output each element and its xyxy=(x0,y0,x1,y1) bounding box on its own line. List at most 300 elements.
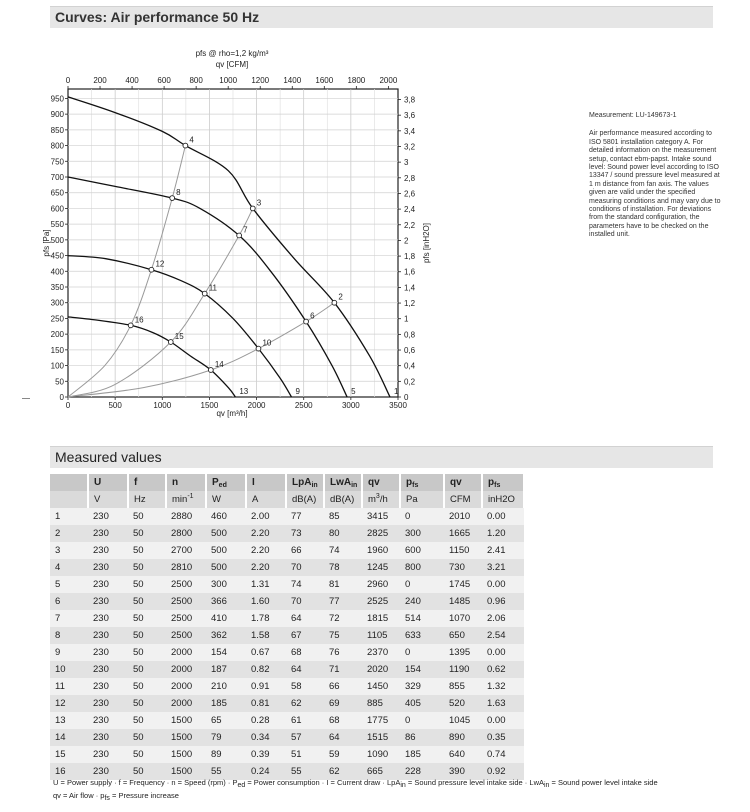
table-cell: 1.63 xyxy=(482,695,524,712)
table-cell: 55 xyxy=(286,763,324,780)
operating-point-label: 7 xyxy=(243,225,248,235)
table-cell: 2000 xyxy=(166,661,206,678)
table-cell: 0.91 xyxy=(246,678,286,695)
table-cell: 230 xyxy=(88,746,128,763)
unit-f: Hz xyxy=(128,491,166,508)
table-cell: 230 xyxy=(88,678,128,695)
y-tick-label: 600 xyxy=(50,204,64,214)
y2-tick-label: 1,8 xyxy=(404,252,416,262)
table-cell: 0.00 xyxy=(482,712,524,729)
table-cell: 0.82 xyxy=(246,661,286,678)
y-tick-label: 450 xyxy=(50,251,64,261)
header-n: n xyxy=(166,474,206,491)
table-cell: 1070 xyxy=(444,610,482,627)
table-cell: 0.92 xyxy=(482,763,524,780)
unit-p: W xyxy=(206,491,246,508)
table-cell: 16 xyxy=(50,763,88,780)
table-row xyxy=(50,508,524,525)
table-cell: 4 xyxy=(50,559,88,576)
table-cell: 50 xyxy=(128,746,166,763)
unit-cell-index xyxy=(50,491,88,508)
y2-tick-label: 2,6 xyxy=(404,189,416,199)
operating-point xyxy=(128,323,133,328)
table-cell: 1775 xyxy=(362,712,400,729)
table-cell: 240 xyxy=(400,593,444,610)
table-row xyxy=(50,542,524,559)
table-cell: 230 xyxy=(88,559,128,576)
table-cell: 230 xyxy=(88,763,128,780)
table-cell: 66 xyxy=(286,542,324,559)
table-cell: 69 xyxy=(324,695,362,712)
y2-tick-label: 3,4 xyxy=(404,126,416,136)
table-cell: 230 xyxy=(88,542,128,559)
y2-tick-label: 2,2 xyxy=(404,220,416,230)
table-cell: 50 xyxy=(128,559,166,576)
table-cell: 50 xyxy=(128,644,166,661)
table-cell: 0.35 xyxy=(482,729,524,746)
table-cell: 0.24 xyxy=(246,763,286,780)
header-pfs: $p_{fs}$ xyxy=(400,474,444,491)
table-cell: 0.28 xyxy=(246,712,286,729)
table-cell: 1.60 xyxy=(246,593,286,610)
y2-tick-label: 0 xyxy=(404,393,409,402)
y-tick-label: 650 xyxy=(50,188,64,198)
table-cell: 500 xyxy=(206,542,246,559)
table-cell: 154 xyxy=(400,661,444,678)
table-cell: 77 xyxy=(286,508,324,525)
table-cell: 230 xyxy=(88,525,128,542)
unit-pfs-inh2o: inH2O xyxy=(482,491,524,508)
unit-qv: $m^3/h$ xyxy=(362,491,400,508)
table-cell: 230 xyxy=(88,712,128,729)
table-cell: 3.21 xyxy=(482,559,524,576)
table-cell: 50 xyxy=(128,695,166,712)
y-tick-label: 0 xyxy=(59,393,64,402)
y-axis-title: pfs [Pa] xyxy=(42,229,51,257)
table-cell: 2500 xyxy=(166,576,206,593)
operating-point-label: 6 xyxy=(310,311,315,321)
table-cell: 2825 xyxy=(362,525,400,542)
header-i: I xyxy=(246,474,286,491)
measurement-notes xyxy=(589,112,724,240)
table-cell: 2000 xyxy=(166,644,206,661)
y-tick-label: 900 xyxy=(50,110,64,120)
table-cell: 800 xyxy=(400,559,444,576)
table-cell: 2.54 xyxy=(482,627,524,644)
table-cell: 2010 xyxy=(444,508,482,525)
table-cell: 228 xyxy=(400,763,444,780)
table-cell: 362 xyxy=(206,627,246,644)
x2-tick-label: 1600 xyxy=(315,76,334,85)
table-cell: 2525 xyxy=(362,593,400,610)
table-row xyxy=(50,712,524,729)
table-cell: 0 xyxy=(400,508,444,525)
table-cell: 68 xyxy=(286,644,324,661)
measurement-number: Measurement: LU-149673-1 xyxy=(589,112,677,119)
y2-tick-label: 2 xyxy=(404,236,409,246)
table-cell: 3415 xyxy=(362,508,400,525)
table-cell: 2960 xyxy=(362,576,400,593)
table-cell: 50 xyxy=(128,729,166,746)
table-cell: 1500 xyxy=(166,729,206,746)
legend-line-1: U = Power supply · f = Frequency · n = Speed $(rpm) \cdot P_{ed}$ = Power consumption · I = Current draw · LpA$_{in}$ = Sound pressure level intake side · LwA$_{in}$ = Sound power level intake side xyxy=(53,778,658,789)
y2-tick-label: 1 xyxy=(404,314,409,324)
table-cell: 0.96 xyxy=(482,593,524,610)
table-cell: 3 xyxy=(50,542,88,559)
unit-u: V xyxy=(88,491,128,508)
table-cell: 12 xyxy=(50,695,88,712)
header-u: U xyxy=(88,474,128,491)
table-cell: 1190 xyxy=(444,661,482,678)
x-tick-label: 500 xyxy=(108,401,122,410)
table-cell: 300 xyxy=(206,576,246,593)
table-cell: 57 xyxy=(286,729,324,746)
y-tick-label: 300 xyxy=(50,298,64,308)
table-row xyxy=(50,644,524,661)
y2-tick-label: 3,8 xyxy=(404,95,416,105)
table-cell: 64 xyxy=(324,729,362,746)
table-cell: 230 xyxy=(88,729,128,746)
table-cell: 66 xyxy=(324,678,362,695)
table-cell: 59 xyxy=(324,746,362,763)
table-cell: 1500 xyxy=(166,746,206,763)
chart-title: pfs @ rho=1,2 kg/m³ xyxy=(195,49,269,58)
x2-tick-label: 1000 xyxy=(219,76,238,85)
table-cell: 1 xyxy=(50,508,88,525)
table-header-row xyxy=(50,474,524,491)
x-tick-label: 2000 xyxy=(247,401,266,410)
table-cell: 185 xyxy=(206,695,246,712)
operating-point-label: 3 xyxy=(256,198,262,208)
operating-point-label: 15 xyxy=(174,332,184,341)
table-row xyxy=(50,661,524,678)
operating-point xyxy=(183,143,188,148)
table-cell: 50 xyxy=(128,542,166,559)
table-cell: 10 xyxy=(50,661,88,678)
table-cell: 51 xyxy=(286,746,324,763)
table-cell: 390 xyxy=(444,763,482,780)
operating-point xyxy=(168,340,173,345)
unit-n: $\min^{-1}$ xyxy=(166,491,206,508)
table-cell: 0.34 xyxy=(246,729,286,746)
table-cell: 2.06 xyxy=(482,610,524,627)
x2-tick-label: 200 xyxy=(93,76,107,85)
table-cell: 230 xyxy=(88,576,128,593)
x-tick-label: 2500 xyxy=(294,401,313,410)
table-cell: 89 xyxy=(206,746,246,763)
table-cell: 1500 xyxy=(166,763,206,780)
y2-tick-label: 0,8 xyxy=(404,330,416,340)
table-cell: 50 xyxy=(128,593,166,610)
table-cell: 1.32 xyxy=(482,678,524,695)
table-cell: 0.00 xyxy=(482,576,524,593)
table-cell: 73 xyxy=(286,525,324,542)
y2-tick-label: 3 xyxy=(404,158,409,168)
y2-tick-label: 2,4 xyxy=(404,205,416,215)
table-cell: 187 xyxy=(206,661,246,678)
divider-mark xyxy=(22,398,30,399)
operating-point-label: 2 xyxy=(338,292,343,302)
table-cell: 329 xyxy=(400,678,444,695)
table-cell: 62 xyxy=(286,695,324,712)
header-lwa: LwA$_{in}$ xyxy=(324,474,362,491)
table-cell: 1450 xyxy=(362,678,400,695)
table-cell: 405 xyxy=(400,695,444,712)
unit-pfs: Pa xyxy=(400,491,444,508)
header-ped: $P_{ed}$ xyxy=(206,474,246,491)
table-cell: 1815 xyxy=(362,610,400,627)
y2-tick-label: 1,6 xyxy=(404,267,416,277)
unit-lpa: dB(A) xyxy=(286,491,324,508)
measured-values-title: Measured values xyxy=(55,449,162,465)
table-cell: 300 xyxy=(400,525,444,542)
table-cell: 8 xyxy=(50,627,88,644)
table-cell: 0 xyxy=(400,576,444,593)
table-cell: 665 xyxy=(362,763,400,780)
table-cell: 64 xyxy=(286,610,324,627)
x-tick-label: 3000 xyxy=(341,401,360,410)
table-row xyxy=(50,610,524,627)
table-cell: 1105 xyxy=(362,627,400,644)
table-cell: 230 xyxy=(88,593,128,610)
y2-tick-label: 1,4 xyxy=(404,283,416,293)
curves-title: Curves: Air performance 50 Hz xyxy=(55,9,260,25)
table-cell: 600 xyxy=(400,542,444,559)
header-qv: qv xyxy=(362,474,400,491)
table-cell: 500 xyxy=(206,525,246,542)
y-tick-label: 850 xyxy=(50,125,64,135)
y-tick-label: 100 xyxy=(50,361,64,371)
table-cell: 62 xyxy=(324,763,362,780)
y-tick-label: 250 xyxy=(50,314,64,324)
table-cell: 1960 xyxy=(362,542,400,559)
table-row xyxy=(50,576,524,593)
table-cell: 230 xyxy=(88,644,128,661)
table-cell: 65 xyxy=(206,712,246,729)
table-cell: 1090 xyxy=(362,746,400,763)
table-cell: 0.74 xyxy=(482,746,524,763)
operating-point-label: 12 xyxy=(155,259,165,269)
table-cell: 633 xyxy=(400,627,444,644)
table-cell: 50 xyxy=(128,525,166,542)
operating-point-label: 8 xyxy=(176,188,181,198)
y-tick-label: 200 xyxy=(50,330,64,340)
table-cell: 1500 xyxy=(166,712,206,729)
table-row xyxy=(50,525,524,542)
x2-tick-label: 1400 xyxy=(283,76,302,85)
table-cell: 2800 xyxy=(166,525,206,542)
measurement-notes-text: Air performance measured according to ISO 5801 installation category A. For detailed information on the measurement setup, contact ebm-papst. Intake sound level: Sound power level according to ISO 13347 / sound pressure level measured at 1 m distance from fan axis. The values given are valid under the specified measuring conditions and may vary due to conditions of installation. For deviations from the standard configuration, the parameters have to be checked on the installed unit. xyxy=(589,130,721,239)
table-cell: 7 xyxy=(50,610,88,627)
table-cell: 55 xyxy=(206,763,246,780)
y-tick-label: 50 xyxy=(55,377,64,387)
table-cell: 15 xyxy=(50,746,88,763)
table-row xyxy=(50,678,524,695)
table-cell: 2000 xyxy=(166,695,206,712)
table-legend xyxy=(53,778,658,804)
table-cell: 61 xyxy=(286,712,324,729)
table-cell: 50 xyxy=(128,610,166,627)
table-cell: 76 xyxy=(324,644,362,661)
y-tick-label: 750 xyxy=(50,157,64,167)
measured-values-section-header xyxy=(50,446,713,468)
unit-i: A xyxy=(246,491,286,508)
table-unit-row xyxy=(50,491,524,508)
table-cell: 50 xyxy=(128,678,166,695)
operating-point xyxy=(202,291,207,296)
y2-tick-label: 0,2 xyxy=(404,377,416,387)
table-cell: 70 xyxy=(286,593,324,610)
y-tick-label: 950 xyxy=(50,94,64,104)
y2-tick-label: 2,8 xyxy=(404,173,416,183)
table-cell: 68 xyxy=(324,712,362,729)
y2-axis-title: pfs [inH2O] xyxy=(422,222,431,264)
table-cell: 1.78 xyxy=(246,610,286,627)
x2-axis-title: qv [CFM] xyxy=(215,60,249,69)
y-tick-label: 150 xyxy=(50,345,64,355)
table-cell: 1395 xyxy=(444,644,482,661)
header-pfs-inh2o: $p_{fs}$ xyxy=(482,474,524,491)
table-cell: 2500 xyxy=(166,610,206,627)
table-cell: 74 xyxy=(324,542,362,559)
unit-qv-cfm: CFM xyxy=(444,491,482,508)
y-tick-label: 350 xyxy=(50,283,64,292)
table-cell: 890 xyxy=(444,729,482,746)
table-cell: 50 xyxy=(128,576,166,593)
table-cell: 2.20 xyxy=(246,559,286,576)
y-tick-label: 700 xyxy=(50,173,64,182)
table-cell: 50 xyxy=(128,661,166,678)
table-cell: 230 xyxy=(88,695,128,712)
table-cell: 5 xyxy=(50,576,88,593)
operating-point-label: 11 xyxy=(208,283,218,293)
table-cell: 2880 xyxy=(166,508,206,525)
curves-section-header xyxy=(50,6,713,28)
table-cell: 50 xyxy=(128,508,166,525)
operating-point-label: 10 xyxy=(262,338,272,348)
table-cell: 1485 xyxy=(444,593,482,610)
x2-tick-label: 600 xyxy=(157,76,171,85)
table-cell: 11 xyxy=(50,678,88,695)
operating-point-label: 13 xyxy=(239,387,249,396)
table-cell: 1.20 xyxy=(482,525,524,542)
table-cell: 64 xyxy=(286,661,324,678)
table-cell: 81 xyxy=(324,576,362,593)
operating-point-label: 14 xyxy=(214,359,224,369)
table-cell: 0.81 xyxy=(246,695,286,712)
operating-point-label: 5 xyxy=(351,387,356,396)
operating-point xyxy=(149,267,154,272)
table-cell: 520 xyxy=(444,695,482,712)
table-cell: 50 xyxy=(128,763,166,780)
y-tick-label: 400 xyxy=(50,267,64,277)
table-cell: 0 xyxy=(400,644,444,661)
measured-values-table xyxy=(50,474,525,780)
table-cell: 78 xyxy=(324,559,362,576)
table-cell: 2500 xyxy=(166,627,206,644)
x2-tick-label: 0 xyxy=(65,76,71,85)
x2-tick-label: 1200 xyxy=(251,76,270,85)
table-cell: 730 xyxy=(444,559,482,576)
table-cell: 650 xyxy=(444,627,482,644)
y2-tick-label: 0,6 xyxy=(404,346,416,356)
x-tick-label: 1000 xyxy=(153,401,172,410)
table-cell: 1150 xyxy=(444,542,482,559)
y2-tick-label: 3,2 xyxy=(404,142,416,152)
table-cell: 2 xyxy=(50,525,88,542)
table-cell: 2810 xyxy=(166,559,206,576)
table-row xyxy=(50,559,524,576)
legend-line-2: qv = Air flow · $p_{fs}$ = Pressure increase xyxy=(53,791,179,802)
y2-tick-label: 1,2 xyxy=(404,299,416,309)
table-cell: 0.00 xyxy=(482,644,524,661)
y-tick-label: 500 xyxy=(50,235,64,245)
table-cell: 2.00 xyxy=(246,508,286,525)
table-cell: 72 xyxy=(324,610,362,627)
operating-point xyxy=(256,346,261,351)
table-row xyxy=(50,729,524,746)
x-tick-label: 1500 xyxy=(200,401,219,410)
table-row xyxy=(50,593,524,610)
table-cell: 70 xyxy=(286,559,324,576)
x-tick-label: 0 xyxy=(65,401,71,410)
header-cell-index xyxy=(50,474,88,491)
x2-tick-label: 1800 xyxy=(347,76,366,85)
table-cell: 9 xyxy=(50,644,88,661)
operating-point xyxy=(208,368,213,373)
table-cell: 50 xyxy=(128,712,166,729)
header-qv-cfm: qv xyxy=(444,474,482,491)
operating-point xyxy=(170,196,175,201)
table-cell: 67 xyxy=(286,627,324,644)
header-f: f xyxy=(128,474,166,491)
table-cell: 1515 xyxy=(362,729,400,746)
table-cell: 75 xyxy=(324,627,362,644)
y-tick-label: 800 xyxy=(50,141,64,151)
operating-point-label: 16 xyxy=(134,315,144,325)
table-cell: 230 xyxy=(88,508,128,525)
table-cell: 0 xyxy=(400,712,444,729)
operating-point-label: 4 xyxy=(189,135,194,145)
air-performance-chart xyxy=(0,40,440,425)
table-cell: 0.62 xyxy=(482,661,524,678)
table-cell: 1.31 xyxy=(246,576,286,593)
table-cell: 210 xyxy=(206,678,246,695)
operating-point xyxy=(304,319,309,324)
table-cell: 1045 xyxy=(444,712,482,729)
table-cell: 2000 xyxy=(166,678,206,695)
operating-point-label: 9 xyxy=(295,387,300,396)
table-cell: 2700 xyxy=(166,542,206,559)
table-cell: 71 xyxy=(324,661,362,678)
table-cell: 0.00 xyxy=(482,508,524,525)
table-cell: 6 xyxy=(50,593,88,610)
table-cell: 366 xyxy=(206,593,246,610)
table-cell: 460 xyxy=(206,508,246,525)
table-cell: 1.58 xyxy=(246,627,286,644)
x-axis-title: qv [m³/h] xyxy=(216,409,248,418)
table-cell: 1245 xyxy=(362,559,400,576)
table-cell: 2500 xyxy=(166,593,206,610)
table-cell: 2.41 xyxy=(482,542,524,559)
table-cell: 0.67 xyxy=(246,644,286,661)
table-cell: 77 xyxy=(324,593,362,610)
table-cell: 74 xyxy=(286,576,324,593)
table-cell: 85 xyxy=(324,508,362,525)
table-cell: 1665 xyxy=(444,525,482,542)
x2-tick-label: 400 xyxy=(125,76,139,85)
operating-point xyxy=(332,300,337,305)
